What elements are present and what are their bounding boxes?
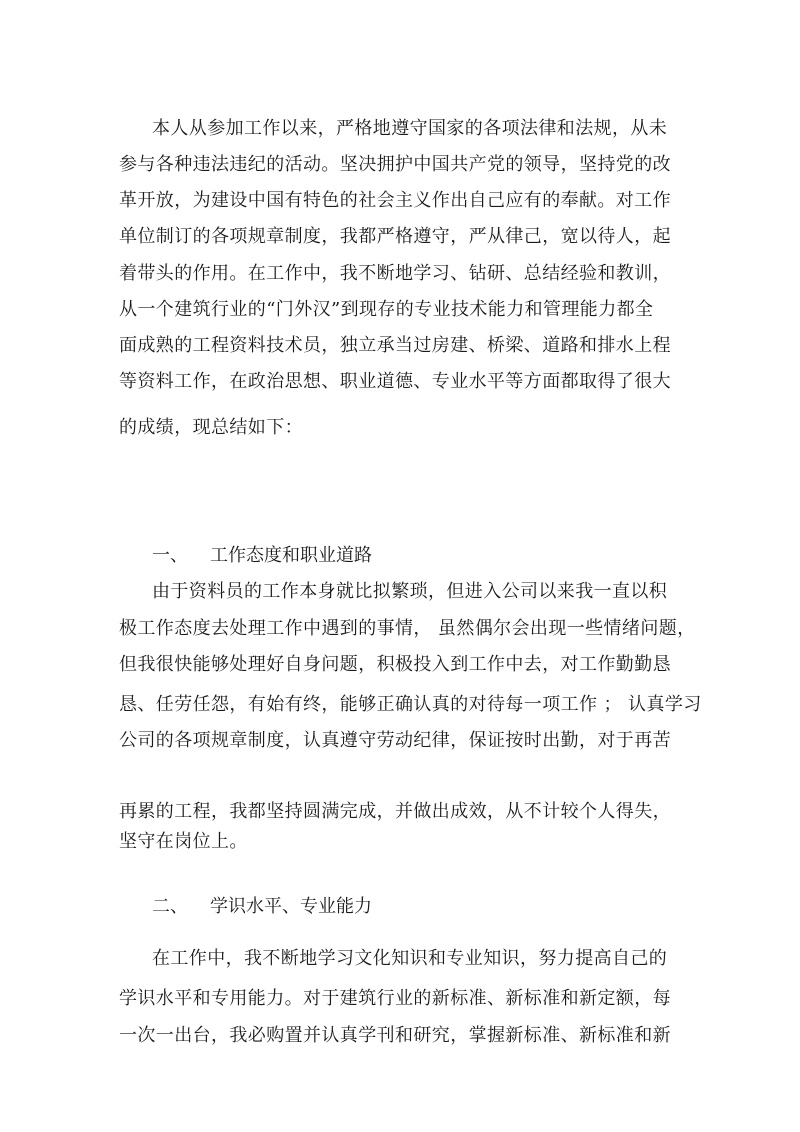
section-title: 学识水平、专业能力 xyxy=(210,896,372,917)
section-1-line: 极工作态度去处理工作中遇到的事情， 虽然偶尔会出现一些情绪问题， xyxy=(119,618,696,639)
section-2-line: 在工作中，我不断地学习文化知识和专业知识，努力提高自己的 xyxy=(152,948,668,969)
section-1-line: 坚守在岗位上。 xyxy=(119,831,248,852)
section-title: 工作态度和职业道路 xyxy=(210,545,372,566)
section-2-line: 学识水平和专用能力。对于建筑行业的新标准、新标准和新定额，每 xyxy=(119,988,671,1009)
section-number: 一、 xyxy=(152,545,188,566)
section-2-line: 一次一出台，我必购置并认真学刊和研究，掌握新标准、新标准和新 xyxy=(119,1025,671,1046)
section-heading-2 xyxy=(152,895,372,919)
intro-line: 等资料工作，在政治思想、职业道德、专业水平等方面都取得了很大 xyxy=(119,371,671,392)
intro-line: 面成熟的工程资料技术员，独立承当过房建、桥梁、道路和排水上程 xyxy=(119,335,671,356)
intro-line: 从一个建筑行业的“门外汉”到现存的专业技术能力和管理能力都全 xyxy=(119,299,654,320)
section-1-line: 但我很快能够处理好自身问题，积极投入到工作中去，对工作勤勤恳 xyxy=(119,654,671,675)
intro-line: 单位制订的各项规章制度，我都严格遵守，严从律己，宽以待人，起 xyxy=(119,226,671,247)
section-1-line: 恳、任劳任怨，有始有终，能够正确认真的对待每一项工作 ； 认真学习 xyxy=(119,694,702,715)
intro-line: 的成绩，现总结如下： xyxy=(119,417,303,438)
intro-line: 参与各种违法违纪的活动。坚决拥护中国共产党的领导，坚持党的改 xyxy=(119,154,671,175)
section-number: 二、 xyxy=(152,896,188,917)
section-1-line: 由于资料员的工作本身就比拟繁琐，但进入公司以来我一直以积 xyxy=(152,581,668,602)
intro-line: 革开放，为建设中国有特色的社会主义作出自己应有的奉献。对工作 xyxy=(119,190,671,211)
intro-line: 本人从参加工作以来，严格地遵守国家的各项法律和法规，从未 xyxy=(152,118,668,139)
section-1-line: 再累的工程，我都坚持圆满完成，并做出成效，从不计较个人得失， xyxy=(119,801,671,822)
section-1-line: 公司的各项规章制度，认真遵守劳动纪律，保证按时出勤，对于再苦 xyxy=(119,730,671,751)
section-heading-1 xyxy=(152,544,372,568)
intro-line: 着带头的作用。在工作中，我不断地学习、钻研、总结经验和教训， xyxy=(119,263,671,284)
